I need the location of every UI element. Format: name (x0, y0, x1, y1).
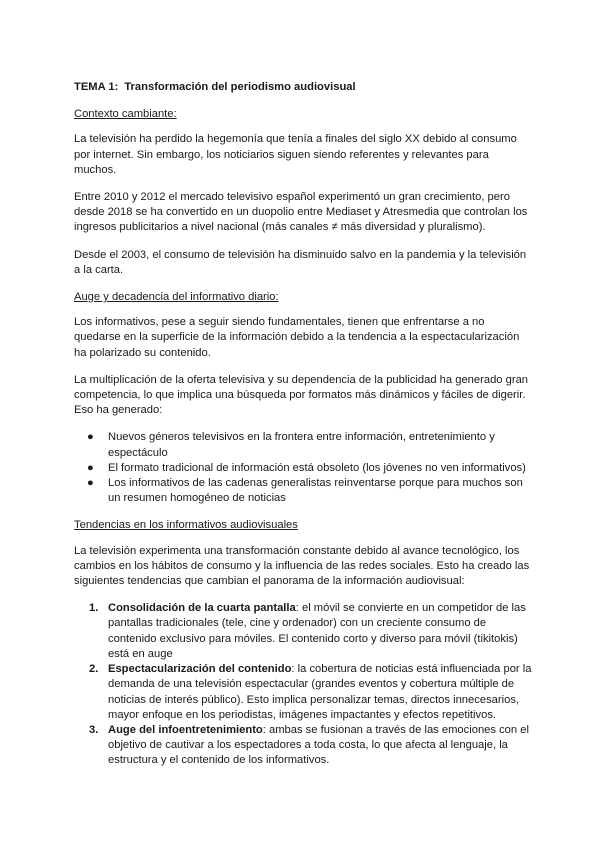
list-item (89, 601, 534, 662)
list-number: 2. (89, 663, 99, 676)
list-number: 1. (89, 602, 99, 615)
numbered-list (74, 601, 534, 768)
list-item (89, 723, 534, 769)
title-prefix: TEMA 1: (74, 81, 119, 93)
paragraph: Entre 2010 y 2012 el mercado televisivo español experimentó un gran crecimiento, pero desde 2018 se ha convertido en un duopolio entre Mediaset y Atresmedia que controlan los ingresos publicitarios a nivel nacional (más canales ≠ más diversidad y pluralismo). (74, 191, 528, 234)
paragraph: La televisión experimenta una transformación constante debido al avance tecnológico, los cambios en los hábitos de consumo y la influencia de las redes sociales. Esto ha creado las siguientes tendencias que cambian el panorama de la información audiovisual: (74, 544, 530, 588)
bullet-icon: ● (87, 477, 94, 490)
list-item-text: : el móvil se convierte en un competidor de las pantallas tradicionales (tele, cine y ordenador) con un creciente consumo de contenido exclusivo para móviles. El contenido corto y diverso para móvil (tikitokis) está en auge (108, 602, 526, 660)
list-item-text: : la cobertura de noticias está influenciada por la demanda de una televisión espectacular (grandes eventos y cobertura múltiple de noticias de interés público). Esto implica personalizar temas, directos innecesarios, mayor enfoque en los periodistas, imágenes impactantes y efectos repetitivos. (108, 663, 532, 721)
section-heading-auge: Auge y decadencia del informativo diario: (74, 291, 279, 304)
list-item-text: Los informativos de las cadenas generalistas reinventarse porque para muchos son un resumen homogéneo de noticias (108, 477, 523, 505)
paragraph: La televisión ha perdido la hegemonía que tenía a finales del siglo XX debido al consumo por internet. Sin embargo, los noticiarios siguen siendo referentes y relevantes para muchos. (74, 133, 517, 176)
paragraph: Desde el 2003, el consumo de televisión ha disminuido salvo en la pandemia y la televisión a la carta. (74, 248, 527, 276)
list-item-text: El formato tradicional de información está obsoleto (los jóvenes no ven informativos) (108, 461, 526, 474)
list-item (87, 430, 534, 460)
list-item-text: : ambas se fusionan a través de las emociones con el objetivo de cautivar a los espectadores a toda costa, lo que afecta al lenguaje, la estructura y el contenido de los informativos. (108, 723, 529, 767)
list-item (87, 461, 534, 476)
bullet-icon: ● (87, 431, 94, 444)
bullet-icon: ● (87, 461, 94, 474)
list-item-text: Nuevos géneros televisivos en la frontera entre información, entretenimiento y espectáculo (108, 431, 495, 459)
list-item-term: Auge del infoentretenimiento (108, 723, 263, 736)
section-heading-tendencias: Tendencias en los informativos audiovisuales (74, 519, 298, 532)
list-item (87, 476, 534, 506)
list-item-term: Espectacularización del contenido (108, 663, 292, 676)
list-item (89, 662, 534, 723)
list-number: 3. (89, 723, 99, 736)
bullet-list (74, 430, 534, 506)
title-text: Transformación del periodismo audiovisual (124, 81, 356, 93)
section-heading-contexto: Contexto cambiante: (74, 108, 177, 121)
paragraph: La multiplicación de la oferta televisiva y su dependencia de la publicidad ha generado gran competencia, lo que implica una búsqueda por formatos más dinámicos y fáciles de digerir. Eso ha generado: (74, 373, 529, 417)
paragraph: Los informativos, pese a seguir siendo fundamentales, tienen que enfrentarse a no quedarse en la superficie de la información debido a la tendencia a la espectacularización ha polarizado su contenido. (74, 316, 520, 359)
page-title (74, 80, 534, 95)
list-item-term: Consolidación de la cuarta pantalla (108, 602, 296, 615)
